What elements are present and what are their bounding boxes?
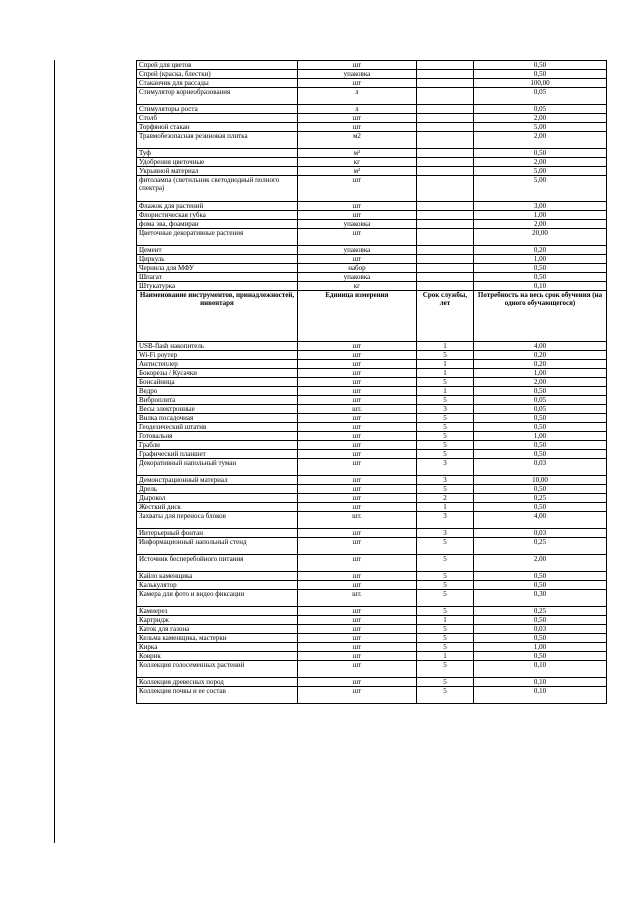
- cell-qty: 1,00: [474, 643, 607, 652]
- cell-unit: шт: [297, 423, 416, 432]
- table-row: [137, 405, 607, 414]
- cell-term: [416, 123, 473, 132]
- cell-unit: м³: [297, 149, 416, 158]
- cell-term: [416, 70, 473, 79]
- table-row: [137, 360, 607, 369]
- cell-name: фитолампа (светильник светодиодный полного спектра): [137, 176, 298, 202]
- cell-qty: 0,50: [474, 423, 607, 432]
- table-row: [137, 432, 607, 441]
- cell-unit: шт: [297, 369, 416, 378]
- cell-name: Ведро: [137, 387, 298, 396]
- cell-qty: 100,00: [474, 79, 607, 88]
- cell-qty: 2,00: [474, 220, 607, 229]
- table-row: [137, 581, 607, 590]
- cell-qty: 0,10: [474, 661, 607, 678]
- cell-term: [416, 273, 473, 282]
- cell-name: Кирка: [137, 643, 298, 652]
- cell-qty: 5,00: [474, 176, 607, 202]
- cell-term: [416, 79, 473, 88]
- cell-term: [416, 61, 473, 70]
- cell-term: 3: [416, 459, 473, 476]
- cell-name: Циркуль: [137, 255, 298, 264]
- cell-qty: 2,00: [474, 132, 607, 149]
- cell-unit: шт.: [297, 405, 416, 414]
- table-row: [137, 132, 607, 149]
- cell-qty: 0,10: [474, 678, 607, 687]
- cell-name: Вилка посадочная: [137, 414, 298, 423]
- cell-qty: 0,03: [474, 529, 607, 538]
- cell-qty: 0,03: [474, 625, 607, 634]
- table-row: [137, 79, 607, 88]
- cell-unit: м²: [297, 167, 416, 176]
- cell-qty: 0,50: [474, 441, 607, 450]
- cell-qty: 0,20: [474, 246, 607, 255]
- cell-term: 1: [416, 503, 473, 512]
- cell-qty: 10,00: [474, 476, 607, 485]
- cell-name: Дрель: [137, 485, 298, 494]
- cell-term: [416, 264, 473, 273]
- cell-name: Кельма каменщика, мастерки: [137, 634, 298, 643]
- cell-unit: шт: [297, 581, 416, 590]
- table-row: [137, 369, 607, 378]
- cell-term: 1: [416, 652, 473, 661]
- table-row: [137, 387, 607, 396]
- table-row: [137, 282, 607, 291]
- cell-qty: 0,05: [474, 396, 607, 405]
- cell-qty: 1,00: [474, 255, 607, 264]
- cell-qty: 0,50: [474, 149, 607, 158]
- cell-name: Дырокол: [137, 494, 298, 503]
- cell-name: Жесткий диск: [137, 503, 298, 512]
- cell-qty: 0,50: [474, 70, 607, 79]
- table-row: [137, 396, 607, 405]
- cell-qty: 4,00: [474, 512, 607, 529]
- cell-term: 1: [416, 616, 473, 625]
- cell-unit: шт: [297, 555, 416, 572]
- cell-term: 2: [416, 494, 473, 503]
- header-name: Наименование инструментов, принадлежностей, инвентаря: [137, 291, 298, 342]
- cell-qty: 0,50: [474, 503, 607, 512]
- cell-unit: упаковка: [297, 220, 416, 229]
- table-row: [137, 229, 607, 246]
- cell-unit: шт: [297, 61, 416, 70]
- cell-term: 3: [416, 405, 473, 414]
- cell-name: Коллекция почвы и ее состав: [137, 687, 298, 704]
- table-row: [137, 616, 607, 625]
- cell-name: Цветочные декоративные растения: [137, 229, 298, 246]
- cell-qty: 3,00: [474, 202, 607, 211]
- cell-name: Бонсайница: [137, 378, 298, 387]
- cell-qty: 4,00: [474, 342, 607, 351]
- cell-term: 5: [416, 441, 473, 450]
- table-row: [137, 643, 607, 652]
- cell-name: фома эва, фоамиран: [137, 220, 298, 229]
- table-row: [137, 423, 607, 432]
- table-row: [137, 342, 607, 351]
- cell-term: [416, 176, 473, 202]
- cell-qty: 0,50: [474, 273, 607, 282]
- cell-qty: 0,50: [474, 450, 607, 459]
- cell-unit: шт: [297, 661, 416, 678]
- cell-term: 5: [416, 590, 473, 607]
- table-row: [137, 529, 607, 538]
- cell-term: 5: [416, 485, 473, 494]
- cell-term: 1: [416, 360, 473, 369]
- cell-name: Демонстрационный материал: [137, 476, 298, 485]
- table-row: [137, 678, 607, 687]
- cell-qty: 0,50: [474, 616, 607, 625]
- table-row: [137, 661, 607, 678]
- cell-name: Камнерез: [137, 607, 298, 616]
- table-row: [137, 61, 607, 70]
- cell-term: [416, 211, 473, 220]
- cell-qty: 0,50: [474, 485, 607, 494]
- cell-qty: 0,05: [474, 88, 607, 105]
- table-row: [137, 625, 607, 634]
- cell-unit: шт: [297, 229, 416, 246]
- cell-unit: шт: [297, 387, 416, 396]
- cell-unit: шт: [297, 459, 416, 476]
- cell-qty: 0,20: [474, 360, 607, 369]
- table-row: [137, 378, 607, 387]
- cell-name: Удобрения цветочные: [137, 158, 298, 167]
- cell-name: Бокорезы / Кусачки: [137, 369, 298, 378]
- header-qty: Потребность на весь срок обучения (на одного обучающегося): [474, 291, 607, 342]
- cell-qty: 0,20: [474, 351, 607, 360]
- cell-term: 3: [416, 512, 473, 529]
- cell-unit: л: [297, 88, 416, 105]
- cell-qty: 0,25: [474, 538, 607, 555]
- cell-term: 5: [416, 572, 473, 581]
- table-row: [137, 255, 607, 264]
- cell-qty: 0,05: [474, 405, 607, 414]
- cell-name: Цемент: [137, 246, 298, 255]
- cell-name: Каток для газона: [137, 625, 298, 634]
- cell-unit: шт: [297, 634, 416, 643]
- table-row: [137, 652, 607, 661]
- equipment-table: [136, 60, 607, 704]
- cell-qty: 0,05: [474, 105, 607, 114]
- cell-name: Захваты для переноса блоков: [137, 512, 298, 529]
- cell-name: Источник бесперебойного питания: [137, 555, 298, 572]
- cell-term: 5: [416, 555, 473, 572]
- cell-term: [416, 202, 473, 211]
- cell-unit: шт: [297, 538, 416, 555]
- cell-term: [416, 105, 473, 114]
- cell-term: [416, 158, 473, 167]
- left-margin-line: [54, 60, 55, 843]
- cell-qty: 1,00: [474, 369, 607, 378]
- table-row: [137, 70, 607, 79]
- cell-unit: упаковка: [297, 273, 416, 282]
- table-row: [137, 494, 607, 503]
- cell-qty: 2,00: [474, 158, 607, 167]
- cell-unit: шт: [297, 114, 416, 123]
- cell-term: [416, 167, 473, 176]
- cell-name: Флажок для растений: [137, 202, 298, 211]
- cell-name: Кайло каменщика: [137, 572, 298, 581]
- table-row: [137, 273, 607, 282]
- cell-term: 5: [416, 432, 473, 441]
- cell-unit: шт: [297, 414, 416, 423]
- cell-name: Камера для фото и видео фиксации: [137, 590, 298, 607]
- cell-qty: 2,00: [474, 114, 607, 123]
- cell-term: [416, 229, 473, 246]
- cell-unit: шт: [297, 202, 416, 211]
- cell-unit: шт: [297, 378, 416, 387]
- cell-unit: шт: [297, 678, 416, 687]
- table-row: [137, 105, 607, 114]
- cell-unit: шт: [297, 396, 416, 405]
- table-row: [137, 441, 607, 450]
- cell-term: [416, 88, 473, 105]
- header-unit: Единица измерения: [297, 291, 416, 342]
- table-row: [137, 634, 607, 643]
- cell-term: [416, 132, 473, 149]
- cell-term: [416, 255, 473, 264]
- cell-name: Спрей для цветов: [137, 61, 298, 70]
- cell-name: Картридж: [137, 616, 298, 625]
- cell-name: Стимуляторы роста: [137, 105, 298, 114]
- cell-unit: шт: [297, 616, 416, 625]
- cell-unit: шт: [297, 79, 416, 88]
- cell-unit: шт: [297, 255, 416, 264]
- cell-name: USB-flash накопитель: [137, 342, 298, 351]
- cell-unit: упаковка: [297, 70, 416, 79]
- table-row: [137, 572, 607, 581]
- cell-unit: шт: [297, 529, 416, 538]
- cell-name: Информационный напольный стенд: [137, 538, 298, 555]
- cell-qty: 0,25: [474, 494, 607, 503]
- cell-term: 3: [416, 529, 473, 538]
- cell-unit: шт: [297, 432, 416, 441]
- table-row: [137, 264, 607, 273]
- cell-qty: 0,50: [474, 634, 607, 643]
- table-row: [137, 114, 607, 123]
- cell-name: Спрей (краска, блестки): [137, 70, 298, 79]
- cell-term: 5: [416, 351, 473, 360]
- cell-qty: 0,30: [474, 590, 607, 607]
- cell-unit: шт: [297, 441, 416, 450]
- cell-name: Стаканчик для рассады: [137, 79, 298, 88]
- cell-unit: шт: [297, 476, 416, 485]
- table-row: [137, 607, 607, 616]
- table-row: [137, 167, 607, 176]
- cell-term: [416, 220, 473, 229]
- table-row: [137, 450, 607, 459]
- table-row: [137, 538, 607, 555]
- cell-unit: шт: [297, 625, 416, 634]
- cell-name: Торфяной стакан: [137, 123, 298, 132]
- tools-section: [137, 342, 607, 704]
- cell-qty: 0,10: [474, 282, 607, 291]
- cell-unit: м2: [297, 132, 416, 149]
- cell-name: Геодезический штатив: [137, 423, 298, 432]
- table-row: [137, 459, 607, 476]
- cell-unit: шт: [297, 494, 416, 503]
- cell-qty: 0,50: [474, 387, 607, 396]
- cell-name: Флористическая губка: [137, 211, 298, 220]
- cell-unit: шт: [297, 351, 416, 360]
- table-row: [137, 176, 607, 202]
- cell-qty: 5,00: [474, 167, 607, 176]
- cell-qty: 5,00: [474, 123, 607, 132]
- cell-term: 1: [416, 342, 473, 351]
- cell-unit: набор: [297, 264, 416, 273]
- cell-qty: 0,50: [474, 414, 607, 423]
- cell-unit: шт: [297, 123, 416, 132]
- cell-name: Декоративный напольный туман: [137, 459, 298, 476]
- cell-unit: шт: [297, 572, 416, 581]
- cell-unit: кг: [297, 282, 416, 291]
- cell-name: Wi-Fi роутер: [137, 351, 298, 360]
- cell-term: 3: [416, 476, 473, 485]
- cell-term: 5: [416, 581, 473, 590]
- cell-name: Графический планшет: [137, 450, 298, 459]
- table-row: [137, 503, 607, 512]
- table-header-section: [137, 291, 607, 342]
- table-row: [137, 220, 607, 229]
- cell-name: Виброплита: [137, 396, 298, 405]
- cell-term: 5: [416, 678, 473, 687]
- table-row: [137, 512, 607, 529]
- cell-name: Калькулятор: [137, 581, 298, 590]
- cell-unit: шт: [297, 607, 416, 616]
- cell-term: 5: [416, 396, 473, 405]
- cell-unit: шт: [297, 687, 416, 704]
- cell-qty: 1,00: [474, 211, 607, 220]
- cell-name: Травмобезопасная резиновая плитка: [137, 132, 298, 149]
- cell-qty: 0,50: [474, 264, 607, 273]
- table-row: [137, 414, 607, 423]
- cell-term: [416, 282, 473, 291]
- cell-unit: шт: [297, 450, 416, 459]
- cell-unit: шт: [297, 342, 416, 351]
- table-row: [137, 149, 607, 158]
- table-header-row: [137, 291, 607, 342]
- cell-term: 5: [416, 661, 473, 678]
- cell-name: Готовальня: [137, 432, 298, 441]
- cell-name: Стимулятор корнеобразования: [137, 88, 298, 105]
- cell-name: Весы электронные: [137, 405, 298, 414]
- table-row: [137, 476, 607, 485]
- cell-unit: шт.: [297, 590, 416, 607]
- cell-qty: 0,50: [474, 652, 607, 661]
- cell-name: Штукатурка: [137, 282, 298, 291]
- cell-name: Коврик: [137, 652, 298, 661]
- cell-term: [416, 114, 473, 123]
- cell-unit: шт.: [297, 512, 416, 529]
- cell-qty: 2,00: [474, 555, 607, 572]
- cell-term: 5: [416, 643, 473, 652]
- cell-unit: упаковка: [297, 246, 416, 255]
- table-row: [137, 202, 607, 211]
- cell-name: Туф: [137, 149, 298, 158]
- cell-qty: 0,03: [474, 459, 607, 476]
- cell-qty: 0,50: [474, 61, 607, 70]
- cell-name: Шпагат: [137, 273, 298, 282]
- cell-unit: шт: [297, 503, 416, 512]
- table-row: [137, 246, 607, 255]
- table-row: [137, 158, 607, 167]
- table-row: [137, 687, 607, 704]
- cell-term: 1: [416, 369, 473, 378]
- materials-section: [137, 61, 607, 291]
- header-term: Срок службы, лет: [416, 291, 473, 342]
- cell-term: 5: [416, 378, 473, 387]
- cell-term: 5: [416, 538, 473, 555]
- cell-term: 1: [416, 387, 473, 396]
- cell-unit: шт: [297, 485, 416, 494]
- cell-unit: шт: [297, 652, 416, 661]
- cell-qty: 0,10: [474, 687, 607, 704]
- cell-name: Грабли: [137, 441, 298, 450]
- cell-name: Укрывной материал: [137, 167, 298, 176]
- table-row: [137, 590, 607, 607]
- cell-unit: шт: [297, 211, 416, 220]
- cell-term: 5: [416, 414, 473, 423]
- cell-term: 5: [416, 634, 473, 643]
- table-row: [137, 485, 607, 494]
- cell-unit: кг: [297, 158, 416, 167]
- cell-qty: 1,00: [474, 432, 607, 441]
- cell-qty: 0,50: [474, 572, 607, 581]
- cell-qty: 0,50: [474, 581, 607, 590]
- table-row: [137, 211, 607, 220]
- table-row: [137, 555, 607, 572]
- cell-term: 5: [416, 423, 473, 432]
- table-row: [137, 88, 607, 105]
- cell-name: Чернила для МФУ: [137, 264, 298, 273]
- cell-name: Столб: [137, 114, 298, 123]
- cell-qty: 2,00: [474, 378, 607, 387]
- cell-unit: л: [297, 105, 416, 114]
- cell-term: [416, 149, 473, 158]
- cell-name: Антистеплер: [137, 360, 298, 369]
- cell-qty: 20,00: [474, 229, 607, 246]
- cell-unit: шт: [297, 643, 416, 652]
- cell-term: [416, 246, 473, 255]
- table-row: [137, 351, 607, 360]
- cell-name: Коллекция голосеменных растений: [137, 661, 298, 678]
- cell-unit: шт: [297, 176, 416, 202]
- cell-name: Интерьерный фонтан: [137, 529, 298, 538]
- cell-term: 5: [416, 687, 473, 704]
- table-row: [137, 123, 607, 132]
- cell-qty: 0,25: [474, 607, 607, 616]
- cell-term: 5: [416, 450, 473, 459]
- cell-term: 5: [416, 607, 473, 616]
- cell-term: 5: [416, 625, 473, 634]
- cell-name: Коллекция древесных пород: [137, 678, 298, 687]
- cell-unit: шт: [297, 360, 416, 369]
